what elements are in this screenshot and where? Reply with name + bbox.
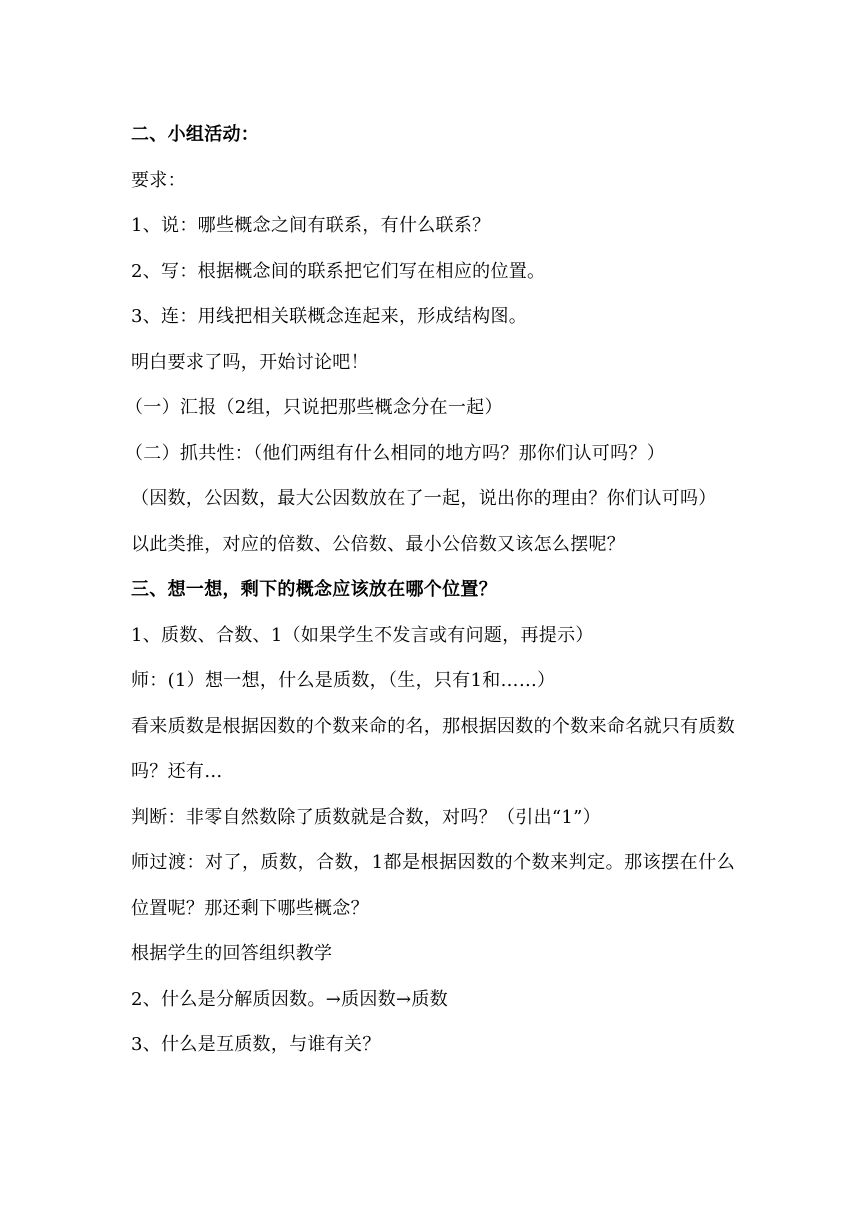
paragraph-judgement: 判断：非零自然数除了质数就是合数，对吗？（引出“1”） [131,806,601,828]
paragraph-start-discussion: 明白要求了吗，开始讨论吧！ [131,351,369,373]
paragraph-multiples: 以此类推，对应的倍数、公倍数、最小公倍数又该怎么摆呢？ [131,533,626,555]
paragraph-item-say: 1、说：哪些概念之间有联系，有什么联系？ [131,215,491,236]
paragraph-prime-composite: 1、质数、合数、1（如果学生不发言或有问题，再提示） [131,624,594,646]
paragraph-naming-by-factors: 看来质数是根据因数的个数来命的名，那根据因数的个数来命名就只有质数吗？还有… [131,715,735,782]
paragraph-requirements: 要求： [131,169,186,191]
paragraph-item-connect: 3、连：用线把相关联概念连起来，形成结构图。 [131,306,528,327]
paragraph-teacher-prime: 师：(1）想一想，什么是质数，（生，只有1和……） [131,670,556,691]
paragraph-organize-teaching: 根据学生的回答组织教学 [131,943,333,964]
paragraph-teacher-transition: 师过渡：对了，质数，合数，1都是根据因数的个数来判定。那该摆在什么位置呢？那还剩下哪些概念？ [131,852,735,919]
paragraph-coprime: 3、什么是互质数，与谁有关？ [131,1034,381,1055]
section-heading-group-activity: 二、小组活动： [131,124,260,145]
paragraph-item-write: 2、写：根据概念间的联系把它们写在相应的位置。 [131,260,546,282]
document-body [125,112,735,1068]
paragraph-prime-factorization: 2、什么是分解质因数。→质因数→质数 [131,988,449,1010]
paragraph-factor-reason: （因数，公因数，最大公因数放在了一起，说出你的理由？你们认可吗） [131,488,717,509]
paragraph-report: （一）汇报（2组，只说把那些概念分在一起） [125,397,503,418]
section-heading-think: 三、想一想，剩下的概念应该放在哪个位置？ [131,579,497,600]
paragraph-common-traits: （二）抓共性：（他们两组有什么相同的地方吗？那你们认可吗？） [125,442,665,464]
